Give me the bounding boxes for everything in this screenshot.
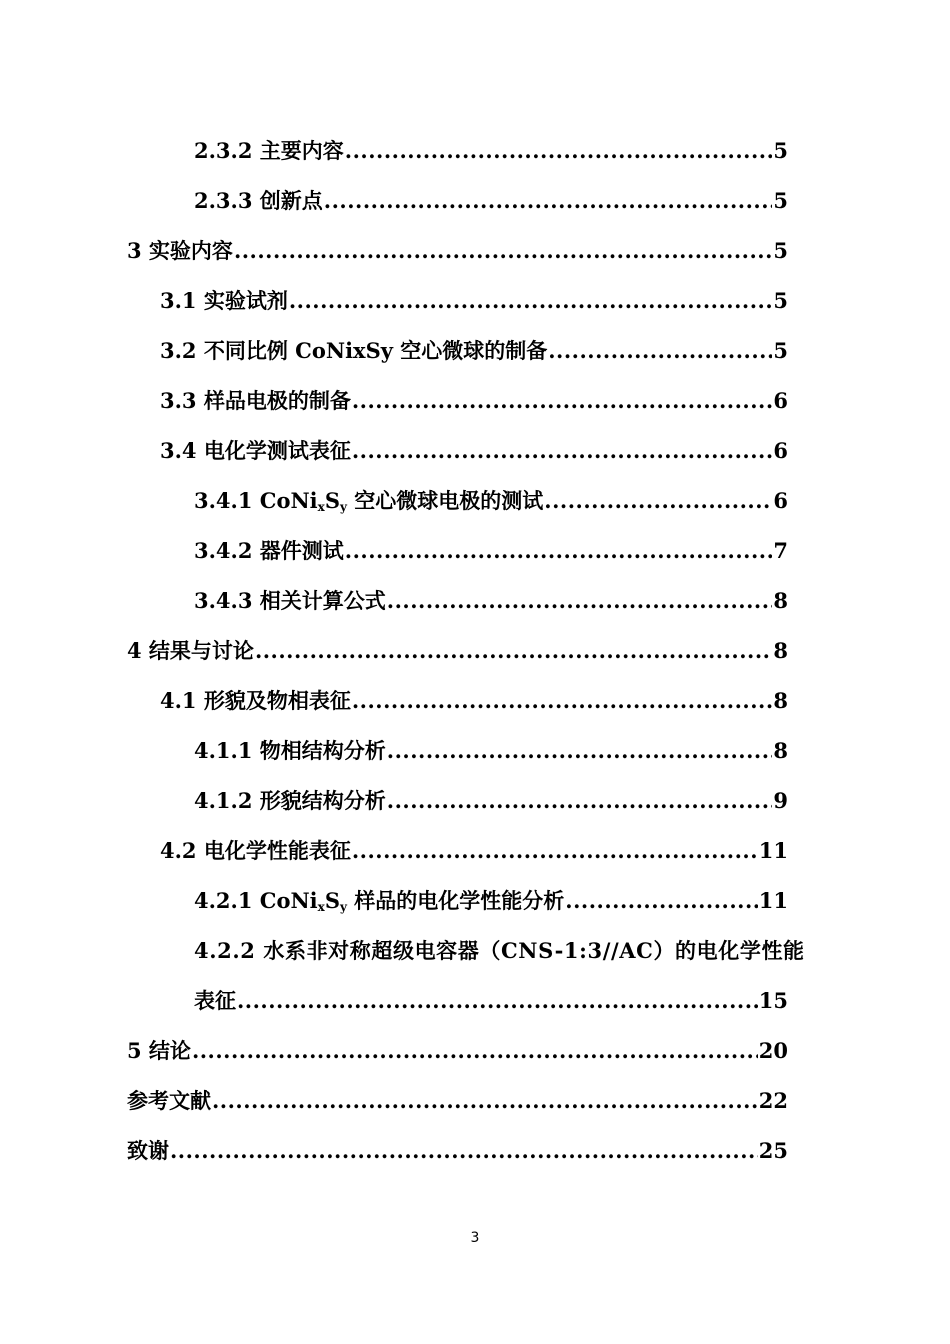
dot-leader: [170, 1126, 758, 1176]
toc-entry-title: 3 实验内容: [127, 238, 233, 263]
toc-entry-title: 5 结论: [127, 1038, 191, 1063]
toc-entry[interactable]: [0, 626, 950, 676]
title-text: S: [324, 888, 340, 913]
toc-entry-page: 6: [773, 388, 788, 413]
toc-entry-page: 6: [773, 438, 788, 463]
toc-entry-title: 4.2 电化学性能表征: [160, 838, 351, 863]
toc-entry[interactable]: [0, 426, 950, 476]
dot-leader: [352, 376, 773, 426]
toc-entry[interactable]: [0, 576, 950, 626]
toc-entry-title: 3.3 样品电极的制备: [160, 388, 351, 413]
toc-entry-title: 4 结果与讨论: [127, 638, 254, 663]
toc-entry-title: 3.4 电化学测试表征: [160, 438, 351, 463]
toc-entry-page: 25: [758, 1138, 788, 1163]
toc-entry[interactable]: [0, 1126, 950, 1176]
toc-entry[interactable]: [0, 776, 950, 826]
toc-entry-title: 4.1.2 形貌结构分析: [194, 788, 386, 813]
dot-leader: [544, 476, 772, 526]
toc-entry-title: [194, 476, 543, 526]
toc-entry: [0, 976, 950, 1026]
toc-entry-title: 2.3.3 创新点: [194, 188, 323, 213]
dot-leader: [289, 276, 773, 326]
toc-entry-page: 20: [758, 1038, 788, 1063]
toc-entry-title: 3.2 不同比例 CoNixSy 空心微球的制备: [160, 338, 548, 363]
dot-leader: [345, 526, 773, 576]
toc-entry-page: 5: [773, 188, 788, 213]
toc-entry[interactable]: [0, 176, 950, 226]
toc-entry[interactable]: [0, 876, 950, 926]
toc-entry-page: 7: [773, 538, 788, 563]
toc-entry-page: 8: [773, 588, 788, 613]
dot-leader: [255, 626, 772, 676]
toc-entry-title: 3.4.2 器件测试: [194, 538, 344, 563]
toc-entry-page: 15: [758, 988, 788, 1013]
dot-leader: [345, 126, 773, 176]
toc-entry-page: 22: [758, 1088, 788, 1113]
dot-leader: [387, 576, 773, 626]
toc-entry-page: 5: [773, 288, 788, 313]
title-text: 3.4.1 CoNi: [194, 488, 318, 513]
dot-leader: [548, 326, 772, 376]
toc-entry[interactable]: [0, 826, 950, 876]
toc-entry-title-line2: 表征: [194, 988, 236, 1013]
toc-entry[interactable]: [0, 476, 950, 526]
dot-leader: [324, 176, 773, 226]
title-text: 空心微球电极的测试: [346, 488, 544, 513]
subscript: y: [340, 500, 347, 514]
toc-entry[interactable]: [0, 376, 950, 426]
toc-entry-page: 6: [773, 488, 788, 513]
toc-entry-page: 5: [773, 238, 788, 263]
toc-entry-multiline[interactable]: [0, 926, 950, 1026]
dot-leader: [192, 1026, 758, 1076]
subscript: x: [317, 900, 325, 914]
toc-entry-title: 参考文献: [127, 1088, 211, 1113]
dot-leader: [237, 976, 758, 1026]
toc-entry[interactable]: [0, 326, 950, 376]
dot-leader: [234, 226, 772, 276]
toc-entry-title: 2.3.2 主要内容: [194, 138, 344, 163]
title-text: S: [324, 488, 340, 513]
dot-leader: [565, 876, 757, 926]
dot-leader: [212, 1076, 758, 1126]
toc-entry[interactable]: [0, 676, 950, 726]
toc-entry[interactable]: [0, 1026, 950, 1076]
title-text: 4.2.1 CoNi: [194, 888, 318, 913]
dot-leader: [352, 426, 773, 476]
toc-entry-title: 3.1 实验试剂: [160, 288, 288, 313]
toc-entry[interactable]: [0, 226, 950, 276]
dot-leader: [387, 776, 773, 826]
subscript: y: [340, 900, 347, 914]
toc-entry-title: 致谢: [127, 1138, 169, 1163]
toc-entry-title-line1: 4.2.2 水系非对称超级电容器（CNS-1:3//AC）的电化学性能: [194, 938, 805, 963]
toc-entry[interactable]: [0, 276, 950, 326]
toc-entry-page: 5: [773, 138, 788, 163]
toc-entry-page: 9: [773, 788, 788, 813]
toc-entry-page: 8: [773, 688, 788, 713]
toc-entry-title: 3.4.3 相关计算公式: [194, 588, 386, 613]
toc-entry-title: [194, 876, 564, 926]
title-text: 样品的电化学性能分析: [346, 888, 565, 913]
toc-entry-page: 5: [773, 338, 788, 363]
toc-entry[interactable]: [0, 526, 950, 576]
dot-leader: [352, 826, 758, 876]
toc-entry[interactable]: [0, 126, 950, 176]
toc-entry-title: 4.1 形貌及物相表征: [160, 688, 351, 713]
toc-entry[interactable]: [0, 1076, 950, 1126]
dot-leader: [387, 726, 773, 776]
toc-entry-page: 8: [773, 738, 788, 763]
page-number: 3: [470, 1230, 480, 1246]
dot-leader: [352, 676, 773, 726]
toc-entry-page: 11: [758, 838, 788, 863]
toc-entry-page: 8: [773, 638, 788, 663]
toc-entry-page: 11: [758, 888, 788, 913]
table-of-contents: [0, 126, 950, 1176]
toc-entry[interactable]: [0, 726, 950, 776]
toc-entry-title: 4.1.1 物相结构分析: [194, 738, 386, 763]
subscript: x: [317, 500, 325, 514]
